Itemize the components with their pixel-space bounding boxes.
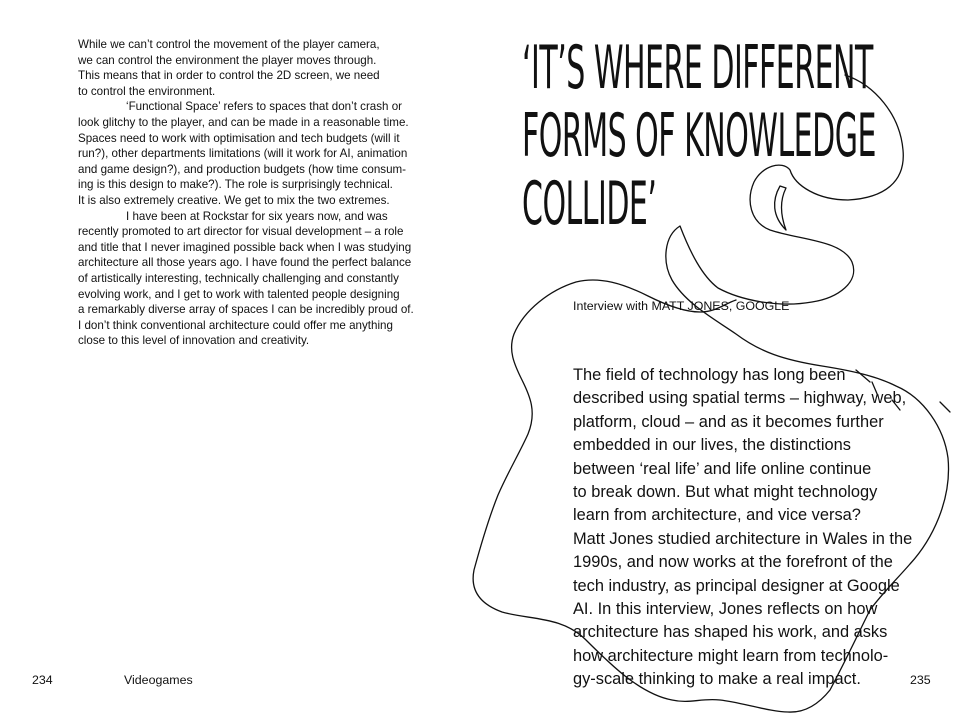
intro-line: Matt Jones studied architecture in Wales in the (573, 529, 913, 548)
section-title: Videogames (124, 673, 193, 687)
headline (522, 33, 876, 239)
intro-line: described using spatial terms – highway, web, (573, 389, 907, 408)
intro-line: gy-scale thinking to make a real impact. (573, 670, 861, 689)
text-line: Spaces need to work with optimisation and tech budgets (will it (78, 131, 400, 145)
intro-line: between ‘real life’ and life online continue (573, 459, 872, 478)
right-page-number: 235 (910, 673, 931, 687)
intro-line: AI. In this interview, Jones reflects on how (573, 600, 878, 619)
text-line: It is also extremely creative. We get to mix the two extremes. (78, 193, 390, 207)
text-line: I don’t think conventional architecture could offer me anything (78, 318, 393, 332)
intro-paragraph (573, 364, 953, 692)
text-line: run?), other departments limitations (will it work for AI, animation (78, 147, 408, 161)
intro-line: embedded in our lives, the distinctions (573, 436, 851, 455)
left-page-number: 234 (32, 673, 53, 687)
text-line: of artistically interesting, technically challenging and constantly (78, 271, 399, 285)
text-line: we can control the environment the player moves through. (78, 53, 377, 67)
text-line: This means that in order to control the 2D screen, we need (78, 69, 380, 83)
text-line: a remarkably diverse array of spaces I can be incredibly proud of. (78, 303, 414, 317)
intro-line: platform, cloud – and as it becomes further (573, 412, 884, 431)
intro-line: 1990s, and now works at the forefront of the (573, 553, 893, 572)
headline-line: ‘IT’S WHERE DIFFERENT (522, 33, 873, 103)
text-line: and title that I never imagined possible back when I was studying (78, 240, 412, 254)
text-line: I have been at Rockstar for six years now, and was (126, 209, 388, 223)
text-line: evolving work, and I get to work with talented people designing (78, 287, 400, 301)
intro-line: The field of technology has long been (573, 366, 846, 384)
intro-line: learn from architecture, and vice versa? (573, 506, 861, 525)
text-line: ‘Functional Space’ refers to spaces that don’t crash or (126, 100, 403, 114)
intro-line: to break down. But what might technology (573, 483, 878, 502)
text-line: and game design?), and production budgets (how time consum- (78, 162, 407, 176)
headline-line: COLLIDE’ (522, 169, 657, 239)
intro-line: architecture has shaped his work, and asks (573, 623, 888, 642)
text-line: architecture all those years ago. I have found the perfect balance (78, 256, 412, 270)
headline-line: FORMS OF KNOWLEDGE (522, 101, 876, 171)
text-line: close to this level of innovation and creativity. (78, 334, 310, 348)
intro-line: how architecture might learn from technolo- (573, 646, 889, 665)
text-line: look glitchy to the player, and can be made in a reasonable time. (78, 115, 409, 129)
byline: Interview with MATT JONES, GOOGLE (573, 299, 790, 313)
intro-line: tech industry, as principal designer at Google (573, 576, 900, 595)
text-line: ing is this design to make?). The role is surprisingly technical. (78, 178, 393, 192)
text-line: to control the environment. (78, 84, 216, 98)
text-line: recently promoted to art director for visual development – a role (78, 225, 404, 239)
text-line: While we can’t control the movement of the player camera, (78, 38, 380, 51)
